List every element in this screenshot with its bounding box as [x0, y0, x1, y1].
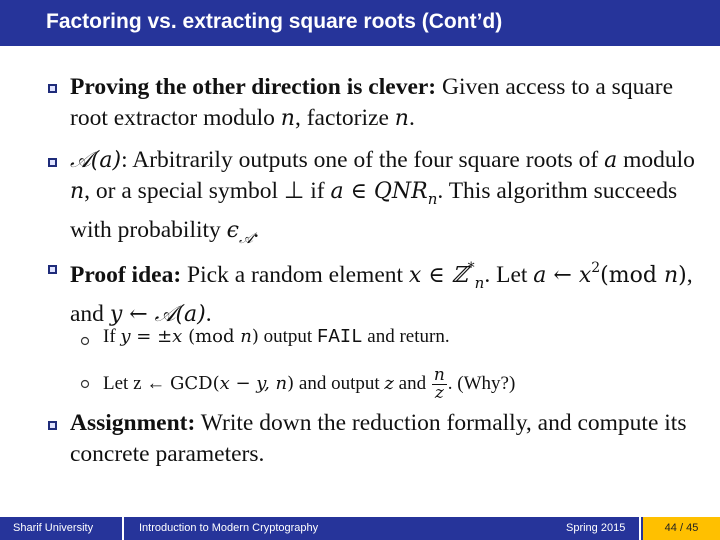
circle-bullet-icon	[80, 377, 92, 389]
footer-page-number: 44 / 45	[643, 517, 720, 540]
bullet-algorithm: 𝒜(a): Arbitrarily outputs one of the four square roots of a modulo n, or a special symbol ⊥ if a ∈ $QNR_n$. This algorithm succeeds with probability $\epsilon_𝒜$.	[70, 147, 695, 247]
circle-bullet-icon	[80, 334, 92, 346]
bullet-proving-direction: Proving the other direction is clever: Given access to a square root extractor modulo n, factorize n.	[70, 74, 673, 131]
fraction-n-over-z: $\frac{n}{z}$	[433, 365, 445, 404]
bullet-assignment: Assignment: Write down the reduction formally, and compute its concrete parameters.	[70, 410, 687, 467]
square-bullet-icon	[47, 420, 59, 432]
footer-divider	[639, 517, 641, 540]
sub-bullet-fail-check: If y = ±x (mod n) output FAIL and return.	[103, 326, 450, 348]
footer-divider	[122, 517, 124, 540]
square-bullet-icon	[47, 157, 59, 169]
square-bullet-icon	[47, 83, 59, 95]
footer-university: Sharif University	[13, 522, 94, 534]
footer-term: Spring 2015	[566, 522, 626, 534]
bullet-proof-idea: Proof idea: Pick a random element x ∈ ℤ*$_n$. Let a ← $x^2(mod$ n), and y ← 𝒜(a).	[70, 260, 693, 327]
slide-title: Factoring vs. extracting square roots (Cont’d)	[46, 10, 503, 33]
sub-bullet-gcd: Let z ← GCD(x − y, n) and output z and $\frac{n}{z}$ . (Why?)	[103, 365, 516, 404]
square-bullet-icon	[47, 264, 59, 276]
footer-bar	[0, 517, 720, 540]
footer-course: Introduction to Modern Cryptography	[139, 522, 319, 534]
title-bar	[0, 0, 720, 46]
